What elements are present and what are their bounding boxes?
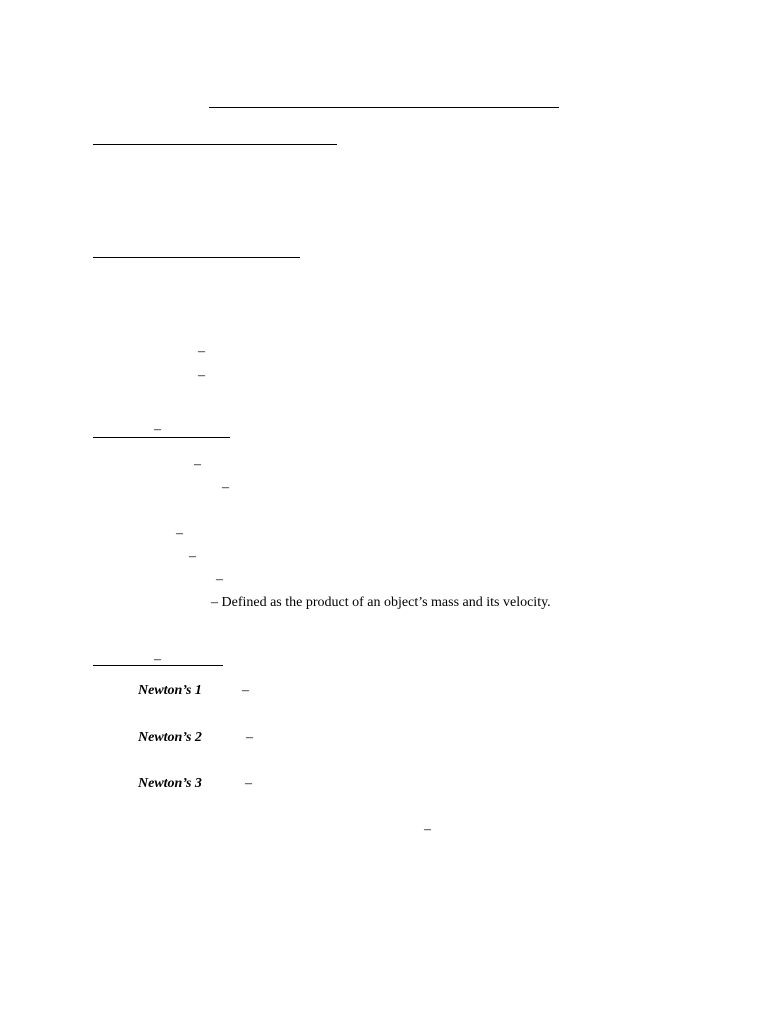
newton-law-2-dash: – [246, 730, 253, 745]
section-3-item-3-dash: – [176, 526, 183, 541]
newton-law-1-dash: – [242, 683, 249, 698]
section-3-heading-dash: – [154, 422, 161, 437]
title-underline [209, 107, 559, 108]
newton-law-3-dash: – [245, 776, 252, 791]
section-4-heading-dash: – [154, 652, 161, 667]
newton-law-2-label: Newton’s 2 [138, 730, 202, 745]
section-3-item-5-dash: – [216, 572, 223, 587]
section-1-heading-underline [93, 144, 337, 145]
section-2-item-2-dash: – [198, 368, 205, 383]
newton-law-3-label: Newton’s 3 [138, 776, 202, 791]
newton-law-1-label: Newton’s 1 [138, 683, 202, 698]
section-2-heading-underline [93, 257, 300, 258]
section-2-item-1-dash: – [198, 344, 205, 359]
section-3-item-1-dash: – [194, 457, 201, 472]
section-3-item-2-dash: – [222, 480, 229, 495]
section-3-heading-underline [93, 437, 230, 438]
momentum-definition: – Defined as the product of an object’s mass and its velocity. [211, 595, 551, 610]
newton-law-3-sub-dash: – [424, 822, 431, 837]
section-3-item-4-dash: – [189, 549, 196, 564]
section-4-heading-underline [93, 665, 223, 666]
